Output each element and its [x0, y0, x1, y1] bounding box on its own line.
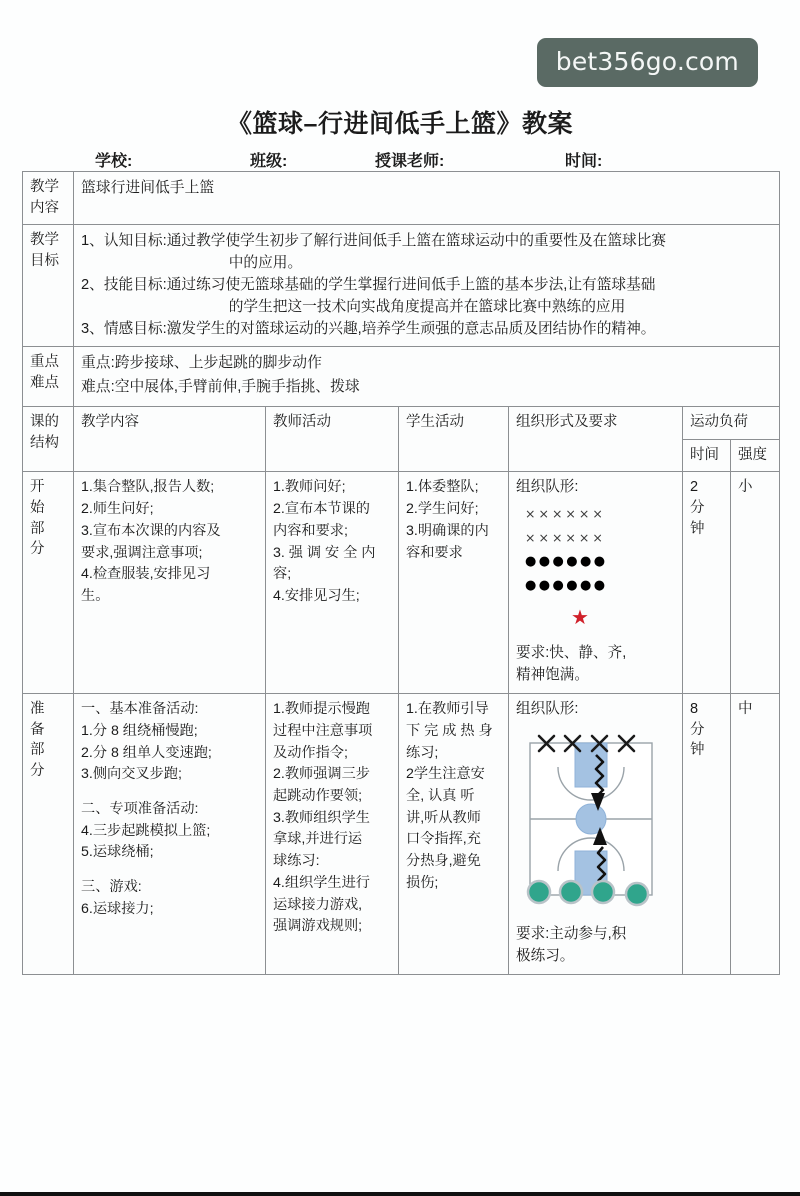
line: 2.分 8 组单人变速跑; [81, 744, 212, 761]
duration-char: 8 [690, 701, 699, 718]
key-point-line: 重点:跨步接球、上步起跳的脚步动作 [81, 355, 322, 372]
teaching-content-lines [81, 699, 258, 920]
line: 要求,强调注意事项; [81, 544, 203, 561]
section-label-char: 始 [30, 500, 45, 517]
line: 分热身,避免 [406, 853, 481, 870]
line: 3.侧向交叉步跑; [81, 766, 182, 783]
row-label-line2: 目标 [30, 252, 59, 269]
cell-organization-prepare [509, 694, 683, 975]
goal-text-line1: 通过教学使学生初步了解行进间低手上篮在篮球运动中的重要性及在篮球比赛 [166, 233, 667, 250]
goal-number: 1、认知目标: [81, 233, 167, 250]
document-meta-row [95, 148, 735, 171]
requirement-line: 要求:快、静、齐, [516, 645, 627, 662]
line: 下 完 成 热 身 [406, 722, 493, 739]
student-activity-lines [406, 477, 501, 564]
row-label-line2: 内容 [30, 199, 59, 216]
meta-class: 班级: [250, 153, 288, 170]
organization-title: 组织队形: [516, 479, 579, 496]
duration-char: 分 [690, 500, 705, 517]
goal-text-line2: 的学生把这一技术向实战角度提高并在篮球比赛中熟练的应用 [228, 299, 626, 316]
line: 2.宣布本节课的 [273, 501, 370, 518]
table-row-section-prepare [23, 694, 780, 975]
requirement-line: 极练习。 [516, 947, 575, 964]
student-activity-lines [406, 699, 501, 894]
col-header-teaching-content: 教学内容 [74, 407, 266, 472]
col-header-duration: 时间 [683, 439, 731, 472]
formation-row-x: ×××××× [525, 506, 606, 522]
teacher-activity-lines [273, 477, 391, 607]
goal-text-line1: 激发学生的对篮球运动的兴趣,培养学生顽强的意志品质及团结协作的精神。 [166, 321, 656, 338]
table-row-teaching-content [23, 172, 780, 225]
line: 4.检查服装,安排见习 [81, 566, 211, 583]
line: 全, 认真 听 [406, 787, 475, 804]
cell-teaching-content-value [74, 172, 780, 225]
duration-char: 2 [690, 479, 699, 496]
line: 容; [273, 566, 292, 583]
table-row-goals [23, 225, 780, 347]
formation-row-dot: ●●●●●● [525, 553, 608, 569]
section-label-prepare [23, 694, 74, 975]
col-header-structure-line2: 结构 [30, 434, 59, 451]
table-header-row [23, 407, 780, 440]
line: 起跳动作要领; [273, 787, 363, 804]
row-label-line2: 难点 [30, 374, 59, 391]
line: 3.教师组织学生 [273, 809, 370, 826]
line: 强调游戏规则; [273, 918, 363, 935]
col-header-structure [23, 407, 74, 472]
cell-teacher-activity-start [266, 472, 399, 694]
meta-date: 时间: [565, 153, 603, 170]
line: 4.组织学生进行 [273, 874, 370, 891]
cell-key-difficulty [74, 347, 780, 407]
line: 1.教师提示慢跑 [273, 701, 370, 718]
basketball-court-diagram [520, 729, 670, 914]
meta-school: 学校: [95, 153, 133, 170]
line-gap [81, 786, 258, 799]
table-row-section-start [23, 472, 780, 694]
line: 及动作指令; [273, 744, 348, 761]
section-label-char: 分 [30, 762, 45, 779]
star-icon: ★ [571, 605, 589, 630]
line: 4.安排见习生; [273, 588, 360, 605]
line: 二、专项准备活动: [81, 800, 199, 817]
line: 2.教师强调三步 [273, 766, 370, 783]
goal-text-line1: 通过练习使无篮球基础的学生掌握行进间低手上篮的基本步法,让有篮球基础 [166, 277, 656, 294]
col-header-student-activity: 学生活动 [399, 407, 509, 472]
line: 运球接力游戏, [273, 896, 363, 913]
cell-intensity-start: 小 [731, 472, 780, 694]
teaching-content-lines [81, 477, 258, 607]
row-label-goals [23, 225, 74, 347]
cell-duration-prepare [683, 694, 731, 975]
col-header-exercise-load: 运动负荷 [683, 407, 780, 440]
line: 3.明确课的内 [406, 522, 489, 539]
row-label-line1: 重点 [30, 354, 59, 371]
cell-teaching-content-start [74, 472, 266, 694]
court-svg [520, 729, 670, 914]
section-label-start [23, 472, 74, 694]
goal-item [81, 230, 772, 274]
section-label-char: 分 [30, 541, 45, 558]
line: 拿球,并进行运 [273, 831, 363, 848]
line: 讲,听从教师 [406, 809, 481, 826]
line: 容和要求 [406, 544, 463, 561]
line: 1.分 8 组绕桶慢跑; [81, 722, 198, 739]
duration-char: 钟 [690, 520, 705, 537]
lesson-plan-table [22, 171, 780, 975]
requirement-line: 要求:主动参与,积 [516, 925, 627, 942]
formation-row-x: ×××××× [525, 529, 606, 545]
line: 3. 强 调 安 全 内 [273, 544, 376, 561]
meta-teacher: 授课老师: [375, 153, 445, 170]
teaching-content-text: 篮球行进间低手上篮 [81, 180, 215, 196]
row-label-line1: 教学 [30, 232, 59, 249]
cell-intensity-prepare: 中 [731, 694, 780, 975]
difficulty-point-line: 难点:空中展体,手臂前伸,手腕手指挑、拨球 [81, 379, 360, 396]
line: 内容和要求; [273, 522, 348, 539]
table-row-key-difficulty [23, 347, 780, 407]
goal-text-line2: 中的应用。 [228, 255, 303, 272]
line: 损伤; [406, 874, 439, 891]
cell-duration-start [683, 472, 731, 694]
watermark-badge: bet356go.com [537, 38, 758, 87]
page-title: 《篮球–行进间低手上篮》教案 [227, 110, 573, 138]
row-label-key-difficulty [23, 347, 74, 407]
line: 4.三步起跳模拟上篮; [81, 822, 211, 839]
cell-goals [74, 225, 780, 347]
col-header-structure-line1: 课的 [30, 414, 59, 431]
line: 3.宣布本次课的内容及 [81, 522, 221, 539]
line: 2学生注意安 [406, 766, 485, 783]
col-header-organization: 组织形式及要求 [509, 407, 683, 472]
teacher-activity-lines [273, 699, 391, 938]
goal-text [167, 274, 772, 318]
line: 一、基本准备活动: [81, 701, 199, 718]
goal-list [81, 230, 772, 340]
col-header-intensity: 强度 [731, 439, 780, 472]
line: 三、游戏: [81, 879, 142, 896]
line: 口令指挥,充 [406, 831, 481, 848]
line-gap [81, 864, 258, 877]
formation-row-dot: ●●●●●● [525, 578, 608, 593]
line: 过程中注意事项 [273, 722, 373, 739]
line: 生。 [81, 588, 110, 605]
section-label-char: 部 [30, 520, 45, 537]
col-header-teacher-activity: 教师活动 [266, 407, 399, 472]
row-label-teaching-content [23, 172, 74, 225]
line: 1.教师问好; [273, 479, 346, 496]
cell-teacher-activity-prepare [266, 694, 399, 975]
goal-item [81, 274, 772, 318]
cell-teaching-content-prepare [74, 694, 266, 975]
section-label-char: 准 [30, 701, 45, 718]
duration-char: 分 [690, 721, 705, 738]
line: 1.在教师引导 [406, 701, 489, 718]
section-label-char: 开 [30, 479, 45, 496]
section-label-char: 备 [30, 721, 45, 738]
requirement-line: 精神饱满。 [516, 667, 589, 684]
line: 6.运球接力; [81, 900, 154, 917]
goal-number: 2、技能目标: [81, 277, 167, 294]
formation-diagram [516, 506, 675, 630]
line: 球练习: [273, 853, 320, 870]
duration-char: 钟 [690, 742, 705, 759]
organization-title: 组织队形: [516, 701, 579, 718]
cell-student-activity-start [399, 472, 509, 694]
goal-text [167, 230, 772, 274]
goal-item [81, 318, 772, 340]
goal-number: 3、情感目标: [81, 321, 167, 338]
line: 2.师生问好; [81, 501, 154, 518]
line: 2.学生问好; [406, 501, 479, 518]
line: 练习; [406, 744, 439, 761]
cell-organization-start [509, 472, 683, 694]
line: 5.运球绕桶; [81, 844, 154, 861]
row-label-line1: 教学 [30, 179, 59, 195]
goal-text [167, 318, 772, 340]
cell-student-activity-prepare [399, 694, 509, 975]
section-label-char: 部 [30, 742, 45, 759]
line: 1.集合整队,报告人数; [81, 479, 215, 496]
line: 1.体委整队; [406, 479, 479, 496]
